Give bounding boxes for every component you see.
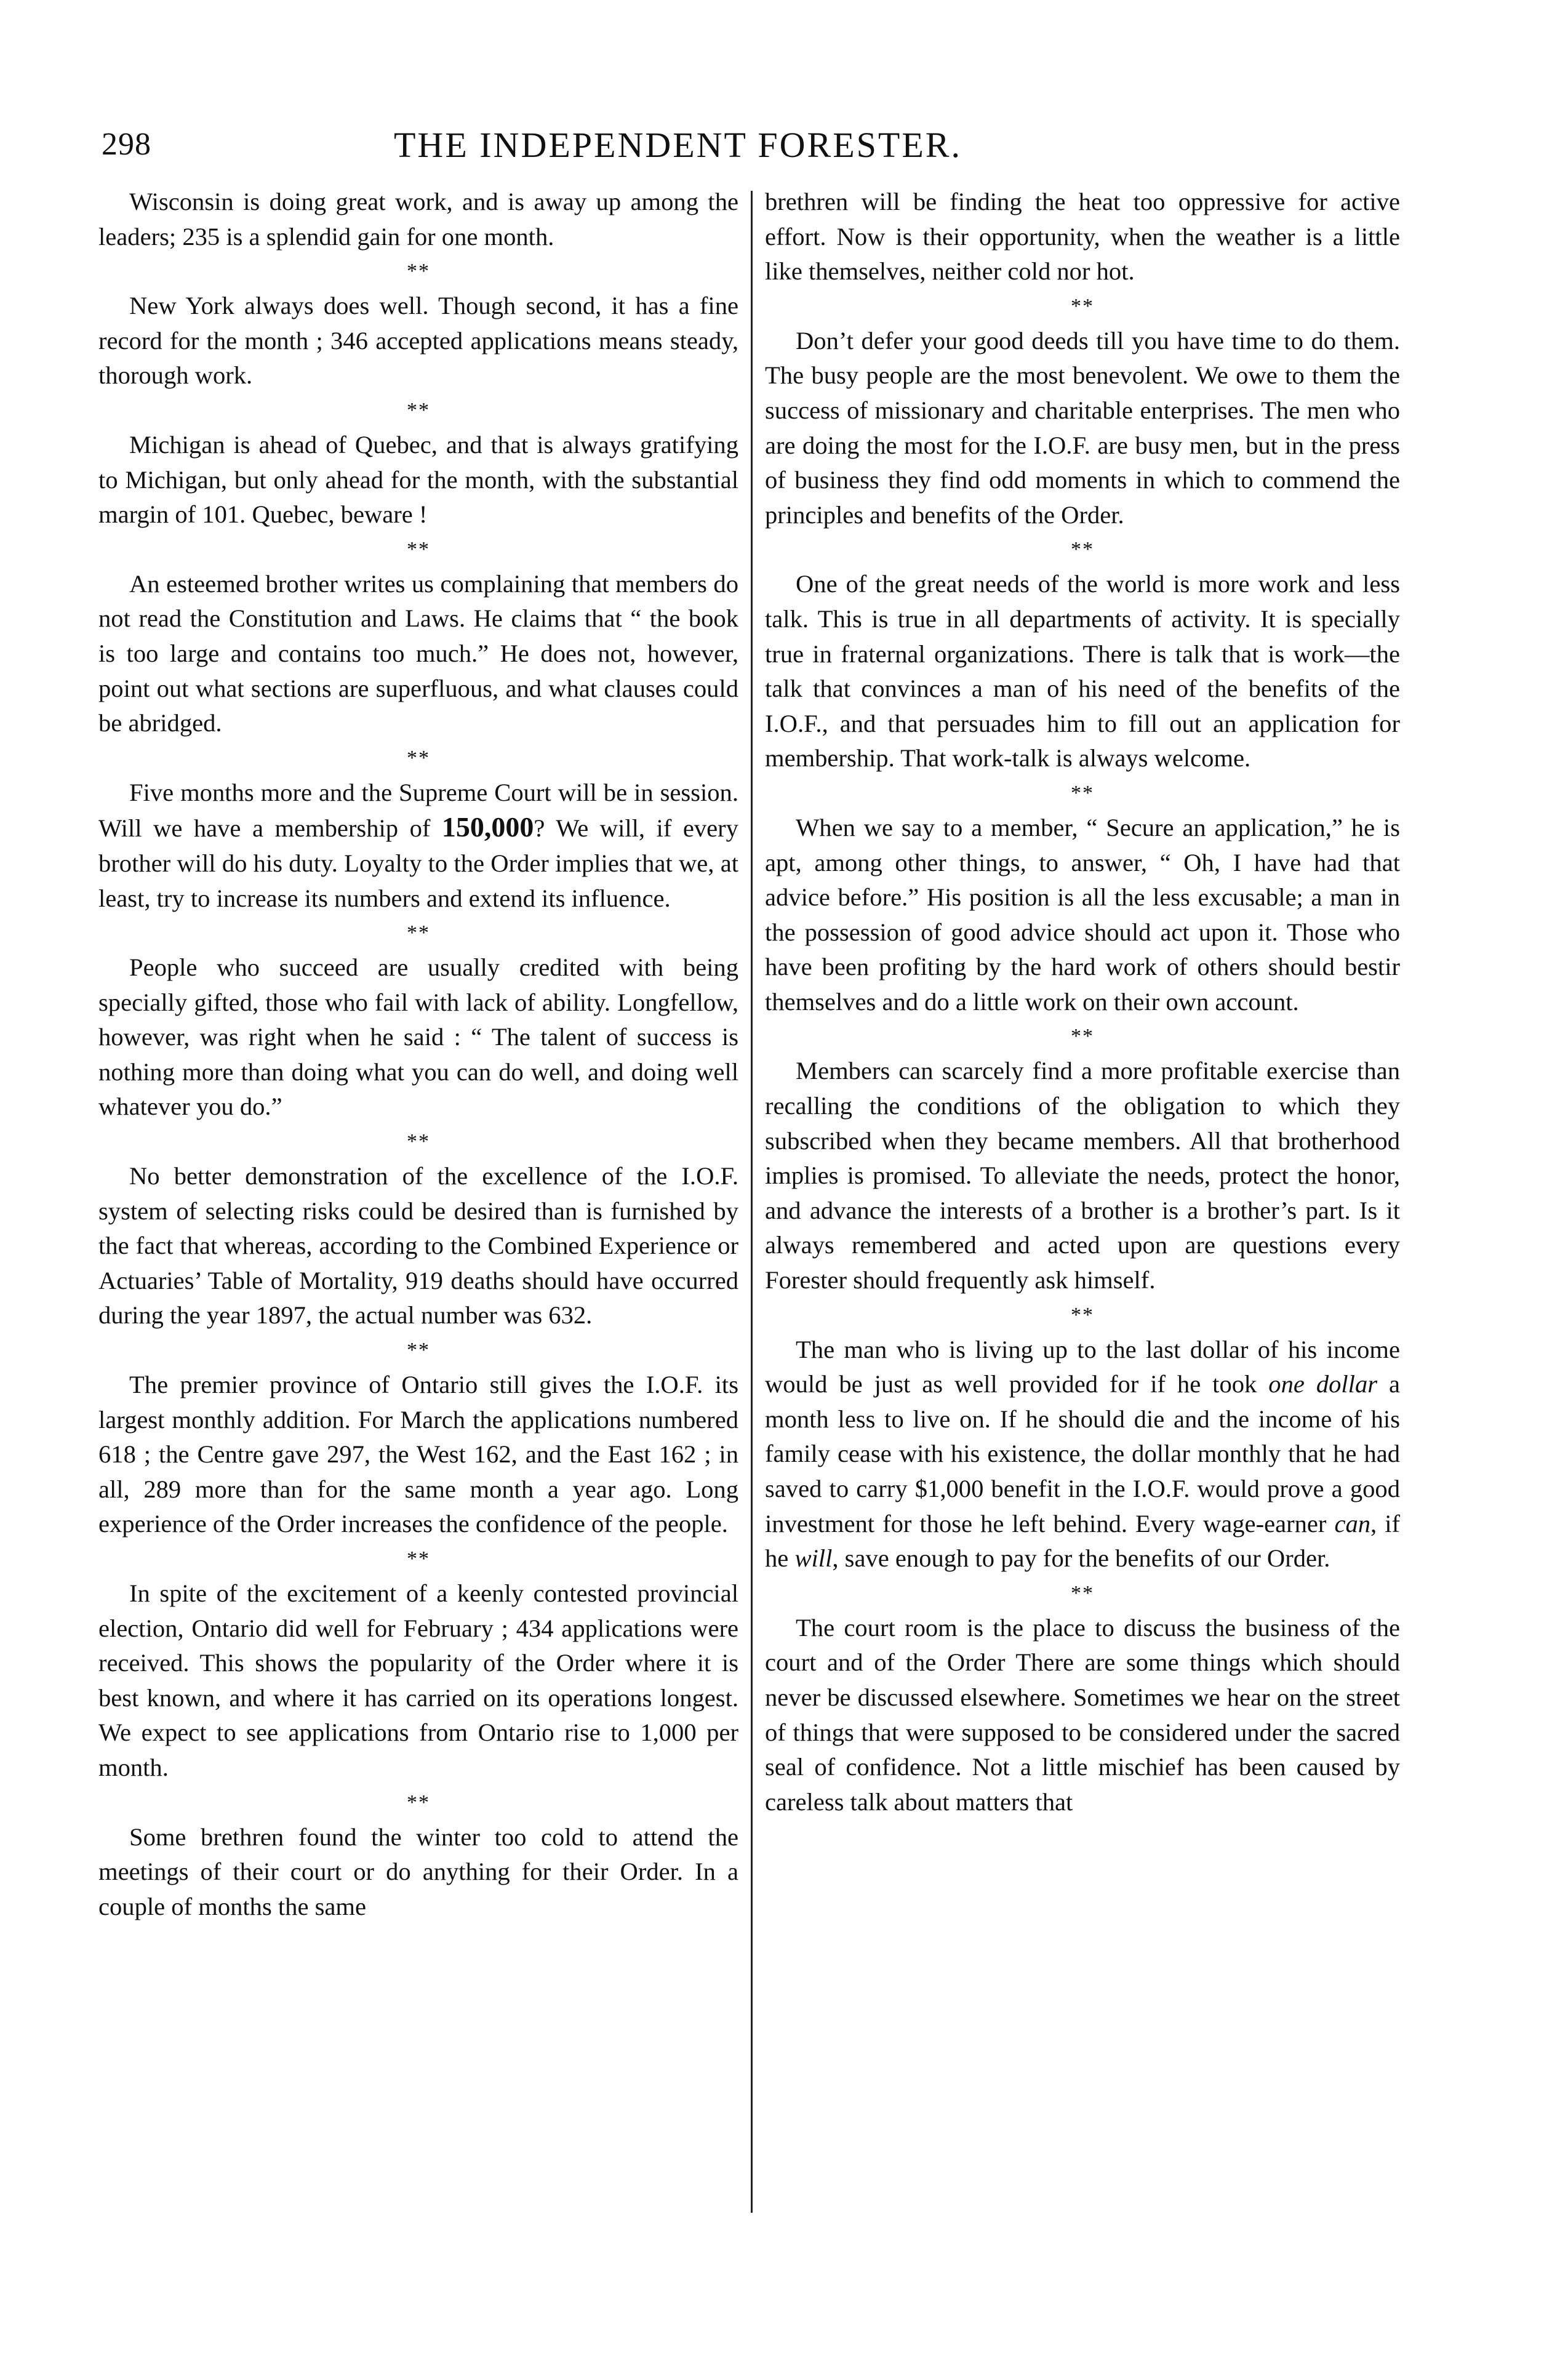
paragraph-text: Five months more and the Supreme Court will be in session. Will we have a membership of	[98, 778, 738, 843]
page-number: 298	[102, 127, 151, 162]
paragraph	[765, 1333, 1400, 1576]
separator: **	[1071, 781, 1094, 804]
separator: **	[407, 537, 430, 561]
paragraph	[98, 776, 738, 916]
emphasis: can	[1334, 1509, 1371, 1538]
paragraph: New York always does well. Though second, it has a fine record for the month ; 346 accepted applications means steady, thorough work.	[98, 292, 738, 390]
paragraph: Members can scarcely find a more profitable exercise than recalling the conditions of the obligation to which they subscribed when they became members. All that brotherhood implies is promised. To alleviate the needs, protect the honor, and advance the interests of a brother is a brother’s part. Is it always remembered and acted upon are questions every Forester should frequently ask himself.	[765, 1057, 1400, 1294]
paragraph-text: ? We will, if every brother will do his duty. Loyalty to the Order implies that we, at least, try to increase its numbers and extend its influence.	[98, 814, 738, 912]
paragraph: Some brethren found the winter too cold to attend the meetings of their court or do anything for their Order. In a couple of months the same	[98, 1823, 738, 1920]
emphasis: one dollar	[1268, 1370, 1378, 1398]
separator: **	[407, 921, 430, 945]
column-divider	[751, 191, 753, 2213]
separator: **	[1071, 1303, 1094, 1326]
paragraph: One of the great needs of the world is more work and less talk. This is true in all departments of activity. It is specially true in fraternal organizations. There is talk that is work—the talk that convinces a man of his need of the benefits of the I.O.F., and that persuades him to fill out an application for membership. That work-talk is always welcome.	[765, 570, 1400, 772]
paragraph: No better demonstration of the excellence of the I.O.F. system of selecting risks could be desired than is furnished by the fact that whereas, according to the Combined Experience or Actuaries’ Table of Mortality, 919 deaths should have occurred during the year 1897, the actual number was 632.	[98, 1162, 738, 1329]
paragraph: An esteemed brother writes us complaining that members do not read the Constitution and Laws. He claims that “ the book is too large and contains too much.” He does not, however, point out what sections are superfluous, and what clauses could be abridged.	[98, 569, 738, 737]
separator: **	[407, 260, 430, 283]
paragraph: People who succeed are usually credited with being specially gifted, those who fail with lack of ability. Longfellow, however, was right when he said : “ The talent of success is nothing more than doing what you can do well, and doing well whatever you do.”	[98, 953, 738, 1121]
paragraph-text: The man who is living up to the last dollar of his income would be just as well provided for if he took	[765, 1335, 1400, 1398]
paragraph: Wisconsin is doing great work, and is away up among the leaders; 235 is a splendid gain for one month.	[98, 188, 738, 251]
separator: **	[407, 746, 430, 769]
running-head-title: THE INDEPENDENT FORESTER.	[394, 125, 962, 165]
right-column	[765, 185, 1400, 1819]
paragraph-text: , if he	[765, 1509, 1400, 1573]
paragraph: When we say to a member, “ Secure an application,” he is apt, among other things, to answer, “ Oh, I have had that advice before.” His position is all the less excusable; a man in the possession of good advice should act upon it. Those who have been profiting by the hard work of others should bestir themselves and do a little work on their own account.	[765, 813, 1400, 1016]
paragraph: The premier province of Ontario still gives the I.O.F. its largest monthly addition. For March the applications numbered 618 ; the Centre gave 297, the West 162, and the East 162 ; in all, 289 more than for the same month a year ago. Long experience of the Order increases the confidence of the people.	[98, 1371, 738, 1538]
paragraph: In spite of the excitement of a keenly contested provincial election, Ontario did well for February ; 434 applications were received. This shows the popularity of the Order where it is best known, and where it has carried on its operations longest. We expect to see applications from Ontario rise to 1,000 per month.	[98, 1579, 738, 1781]
separator: **	[1071, 538, 1094, 561]
paragraph: Michigan is ahead of Quebec, and that is always gratifying to Michigan, but only ahead for the month, with the substantial margin of 101. Quebec, beware !	[98, 430, 738, 529]
emphasis: will	[794, 1544, 833, 1573]
paragraph-text: , save enough to pay for the benefits of our Order.	[832, 1544, 1330, 1573]
membership-goal: 150,000	[441, 811, 534, 843]
left-column	[98, 185, 738, 1924]
paragraph: brethren will be finding the heat too oppressive for active effort. Now is their opportunity, when the weather is a little like themselves, neither cold nor hot.	[765, 188, 1400, 286]
separator: **	[407, 1130, 430, 1153]
separator: **	[407, 1339, 430, 1362]
paragraph-text: a month less to live on. If he should die and the income of his family cease with his existence, the dollar monthly that he had saved to carry $1,000 benefit in the I.O.F. would prove a good investment for those he left behind. Every wage-earner	[765, 1370, 1400, 1538]
paragraph: The court room is the place to discuss the business of the court and of the Order There are some things which should never be discussed elsewhere. Sometimes we hear on the street of things that were supposed to be considered under the sacred seal of confidence. Not a little mischief has been caused by careless talk about matters that	[765, 1613, 1400, 1816]
separator: **	[407, 1547, 430, 1570]
separator: **	[1071, 294, 1094, 318]
separator: **	[407, 398, 430, 422]
separator: **	[407, 1791, 430, 1814]
paragraph: Don’t defer your good deeds till you have time to do them. The busy people are the most benevolent. We owe to them the success of missionary and charitable enterprises. The men who are doing the most for the I.O.F. are busy men, but in the press of business they find odd moments in which to commend the principles and benefits of the Order.	[765, 326, 1400, 529]
separator: **	[1071, 1025, 1094, 1048]
separator: **	[1071, 1581, 1094, 1605]
